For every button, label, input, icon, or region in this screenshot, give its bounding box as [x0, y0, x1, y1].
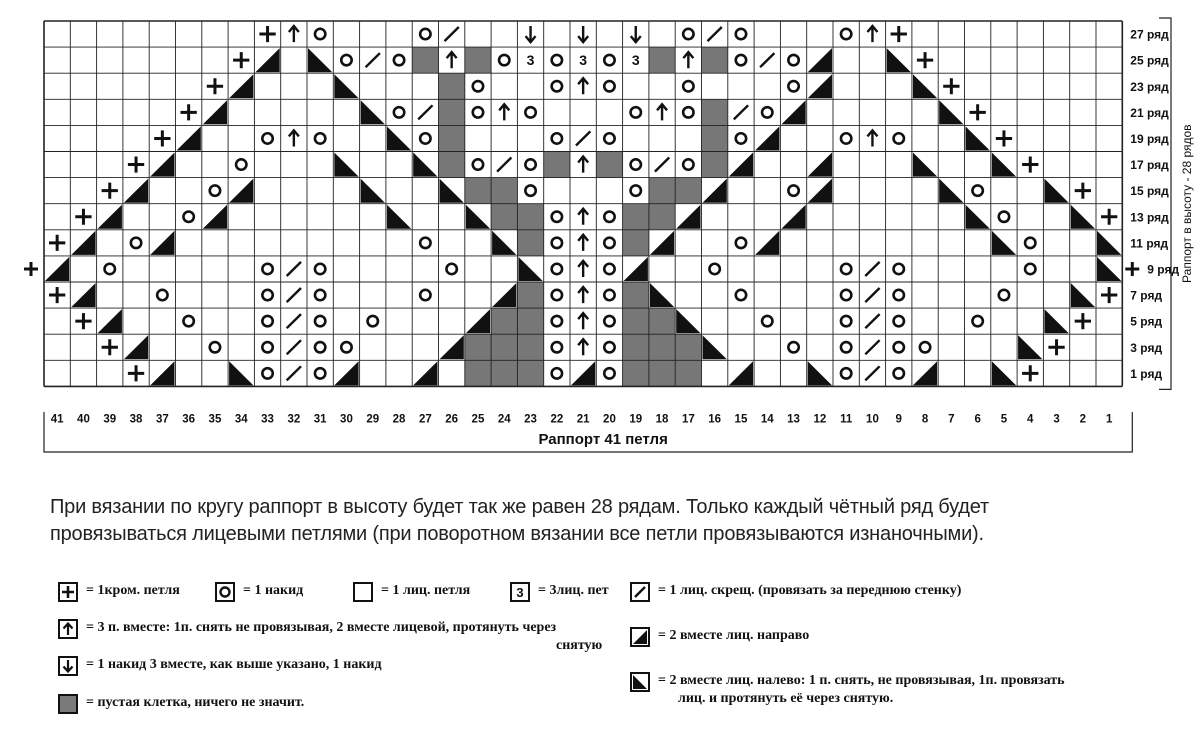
chart-cell [675, 360, 701, 386]
chart-cell [465, 334, 491, 360]
empty-cell-fill [623, 334, 649, 360]
empty-cell-fill [649, 204, 675, 230]
row-label: 17 ряд [1130, 158, 1169, 173]
empty-cell-fill [439, 152, 465, 178]
chart-cell [596, 152, 622, 178]
empty-cell-fill [491, 204, 517, 230]
empty-cell-fill [491, 178, 517, 204]
empty-cell-fill [517, 282, 543, 308]
chart-cell [702, 152, 728, 178]
column-number: 1 [1105, 413, 1113, 426]
chart-cell [702, 47, 728, 73]
chart-cell [491, 334, 517, 360]
side-label: Раппорт в высоту - 28 рядов [1180, 124, 1194, 283]
legend-twisted-knit [630, 582, 961, 602]
three-knit-symbol [632, 52, 640, 68]
empty-cell-fill [623, 308, 649, 334]
column-number: 24 [497, 413, 511, 426]
chart-cell [517, 360, 543, 386]
outer-edge-stitch-right [1125, 262, 1139, 276]
row-label: 1 ряд [1130, 366, 1163, 381]
chart-cell [649, 204, 675, 230]
empty-cell-fill [517, 360, 543, 386]
empty-cell-fill [517, 308, 543, 334]
chart-cell [623, 230, 649, 256]
legend-three-text: = 3лиц. пет [538, 583, 609, 598]
chart-cell [439, 73, 465, 99]
column-number: 23 [524, 413, 537, 426]
chart-cell [649, 47, 675, 73]
chart-cell [623, 360, 649, 386]
column-number: 34 [234, 413, 248, 426]
empty-cell-fill [702, 152, 728, 178]
legend-edge-stitch [58, 582, 180, 602]
empty-cell-fill [675, 360, 701, 386]
empty-cell-fill [649, 178, 675, 204]
empty-cell-fill [675, 178, 701, 204]
column-number: 27 [418, 413, 432, 426]
column-number: 12 [813, 413, 827, 426]
column-number: 16 [708, 413, 722, 426]
column-number: 7 [948, 413, 955, 426]
column-number: 33 [261, 413, 274, 426]
empty-cell-fill [623, 230, 649, 256]
column-number: 25 [471, 413, 485, 426]
three-glyph: 3 [516, 585, 524, 600]
empty-cell-fill [517, 204, 543, 230]
column-number: 22 [550, 413, 564, 426]
column-number: 5 [1000, 413, 1008, 426]
column-number: 26 [445, 413, 459, 426]
row-label: 5 ряд [1130, 314, 1163, 329]
empty-cell-fill [596, 152, 622, 178]
chart-cell [465, 178, 491, 204]
chart-cell [439, 125, 465, 151]
column-number: 15 [734, 413, 748, 426]
empty-cell-fill [491, 360, 517, 386]
chart-cell [623, 282, 649, 308]
empty-cell-fill [649, 334, 675, 360]
empty-cell-fill [649, 47, 675, 73]
column-number: 30 [340, 413, 353, 426]
legend-left-text [658, 672, 1065, 708]
row-label: 13 ряд [1130, 210, 1169, 225]
chart-cell [412, 47, 438, 73]
legend-up-text [86, 619, 602, 655]
column-number: 36 [182, 413, 196, 426]
chart-cell [623, 334, 649, 360]
slash-symbol-icon [630, 582, 650, 602]
column-number: 9 [895, 413, 902, 426]
empty-cell-fill [544, 152, 570, 178]
row-label: 15 ряд [1130, 184, 1169, 199]
column-number: 21 [576, 413, 590, 426]
chart-cell [491, 308, 517, 334]
empty-cell-fill [439, 99, 465, 125]
chart-cell [439, 152, 465, 178]
chart-cell [544, 152, 570, 178]
chart-cell [517, 282, 543, 308]
empty-cell-fill [623, 204, 649, 230]
empty-cell-fill [439, 125, 465, 151]
empty-cell-fill [412, 47, 438, 73]
column-number: 3 [1053, 413, 1060, 426]
chart-cell [491, 178, 517, 204]
empty-cell-fill [439, 73, 465, 99]
legend-down-text: = 1 накид 3 вместе, как выше указано, 1 накид [86, 657, 382, 672]
legend-edge-text: = 1кром. петля [86, 583, 180, 598]
chart-cell [517, 334, 543, 360]
chart-cell [491, 204, 517, 230]
legend-left-line-2: лиц. и протянуть её через снятую. [678, 691, 894, 706]
description-line-2: провязываться лицевыми петлями (при поворотном вязании все петли провязываются изнаночными). [50, 523, 984, 545]
column-number: 19 [629, 413, 643, 426]
legend-knit [353, 582, 470, 602]
empty-square-icon [353, 582, 373, 602]
legend-yarn-over [215, 582, 303, 602]
legend-knit-text: = 1 лиц. петля [381, 583, 471, 598]
chart-cell [649, 334, 675, 360]
column-number: 39 [103, 413, 117, 426]
legend-two-right [630, 627, 809, 647]
empty-cell-fill [702, 99, 728, 125]
chart-cell [675, 178, 701, 204]
column-number: 18 [655, 413, 669, 426]
outer-edge-stitch-left [24, 262, 38, 276]
chart-cell [491, 360, 517, 386]
row-label: 7 ряд [1130, 288, 1163, 303]
legend-right-text: = 2 вместе лиц. направо [658, 628, 810, 643]
gray-square-symbol-icon [58, 694, 78, 714]
legend-three-together [58, 619, 602, 655]
chart-cell [675, 334, 701, 360]
empty-cell-fill [623, 360, 649, 386]
column-number: 41 [50, 413, 64, 426]
row-label: 21 ряд [1130, 105, 1169, 120]
empty-cell-fill [623, 282, 649, 308]
chart-cell [649, 308, 675, 334]
column-number: 2 [1079, 413, 1087, 426]
legend-empty-text: = пустая клетка, ничего не значит. [86, 695, 305, 710]
three-knit-symbol [527, 52, 535, 68]
chart-cell [623, 204, 649, 230]
down-arrow-symbol-icon [58, 656, 78, 676]
column-number: 40 [77, 413, 90, 426]
column-number: 28 [392, 413, 406, 426]
empty-cell-fill [465, 47, 491, 73]
plus-symbol-icon [58, 582, 78, 602]
chart-cell [517, 204, 543, 230]
chart-cell [702, 99, 728, 125]
column-number: 10 [866, 413, 879, 426]
legend-slash-text: = 1 лиц. скрещ. (провязать за переднюю стенку) [658, 583, 962, 598]
column-number: 35 [208, 413, 222, 426]
column-number: 38 [129, 413, 143, 426]
chart-cell [517, 308, 543, 334]
chart-cell [623, 308, 649, 334]
column-number: 4 [1027, 413, 1034, 426]
column-number: 14 [760, 413, 774, 426]
empty-cell-fill [649, 308, 675, 334]
empty-cell-fill [702, 125, 728, 151]
right-triangle-symbol-icon [630, 627, 650, 647]
empty-cell-fill [465, 360, 491, 386]
circle-symbol-icon [215, 582, 235, 602]
chart-cell [649, 178, 675, 204]
svg-text:3: 3 [526, 52, 535, 69]
empty-cell-fill [675, 334, 701, 360]
row-label: 11 ряд [1130, 236, 1169, 251]
column-number: 17 [681, 413, 695, 426]
column-number: 11 [840, 413, 853, 426]
legend-two-left [630, 672, 1065, 708]
chart-cell [465, 47, 491, 73]
column-number: 13 [787, 413, 800, 426]
svg-text:3: 3 [579, 52, 588, 69]
legend-up-line-2: снятую [556, 638, 603, 653]
chart-cell [517, 230, 543, 256]
chart-cell [465, 360, 491, 386]
empty-cell-fill [702, 47, 728, 73]
row-label: 23 ряд [1130, 79, 1169, 94]
legend-three-knit [510, 582, 609, 602]
description-line-1: При вязании по кругу раппорт в высоту будет так же равен 28 рядам. Только каждый чётный ряд будет [50, 496, 989, 518]
empty-cell-fill [517, 230, 543, 256]
empty-cell-fill [465, 178, 491, 204]
legend-left-line-1: = 2 вместе лиц. налево: 1 п. снять, не провязывая, 1п. провязать [658, 673, 1065, 688]
row-label: 27 ряд [1130, 27, 1169, 42]
legend-empty-cell [58, 694, 304, 714]
column-number: 29 [366, 413, 380, 426]
left-triangle-symbol-icon [630, 672, 650, 692]
column-number: 20 [603, 413, 616, 426]
chart-cell [439, 99, 465, 125]
empty-cell-fill [491, 334, 517, 360]
three-knit-symbol [579, 52, 587, 68]
row-label: 25 ряд [1130, 53, 1169, 68]
column-number: 8 [921, 413, 929, 426]
side-bracket [1159, 18, 1171, 389]
empty-cell-fill [649, 360, 675, 386]
column-number: 37 [155, 413, 169, 426]
empty-cell-fill [491, 308, 517, 334]
row-label: 9 ряд [1147, 262, 1180, 277]
description-text [50, 494, 1170, 548]
chart-cell [702, 125, 728, 151]
empty-cell-fill [465, 334, 491, 360]
row-label: 19 ряд [1130, 131, 1169, 146]
svg-text:3: 3 [631, 52, 640, 69]
column-number: 6 [974, 413, 981, 426]
empty-cell-fill [517, 334, 543, 360]
legend-yo-text: = 1 накид [243, 583, 304, 598]
legend-yo-three-yo [58, 656, 382, 676]
chart-cell [649, 360, 675, 386]
row-label: 3 ряд [1130, 340, 1163, 355]
three-symbol-icon [510, 582, 530, 602]
column-number: 32 [287, 413, 301, 426]
legend-up-line-1: = 3 п. вместе: 1п. снять не провязывая, 2 вместе лицевой, протянуть через [86, 620, 557, 635]
column-number: 31 [313, 413, 327, 426]
up-arrow-symbol-icon [58, 619, 78, 639]
footer-label: Раппорт 41 петля [538, 431, 668, 448]
